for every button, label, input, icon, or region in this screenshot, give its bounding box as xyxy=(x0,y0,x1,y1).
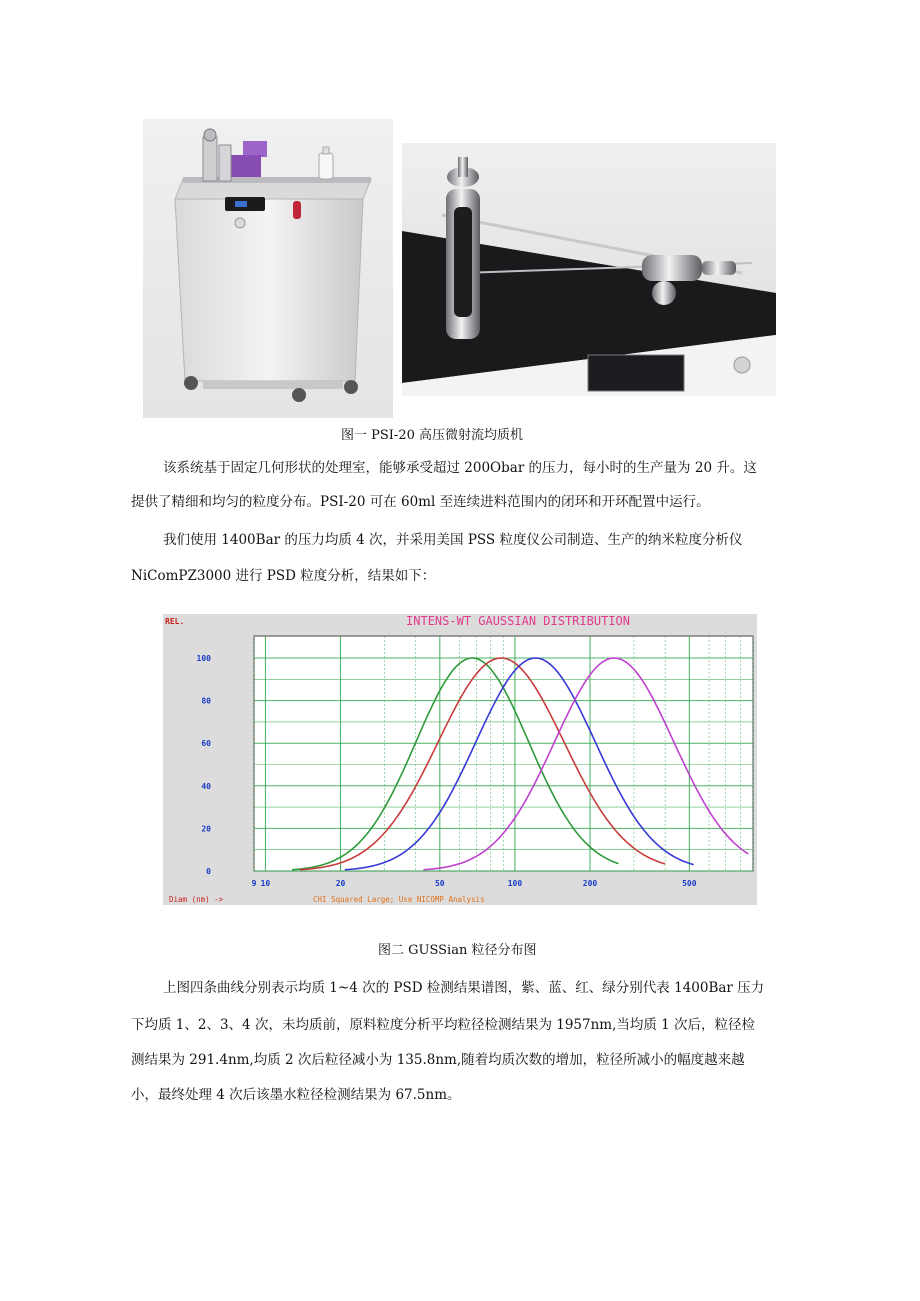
paragraph3-line4: 小，最终处理 4 次后该墨水粒径检测结果为 67.5nm。 xyxy=(131,1087,461,1103)
y-tick-label: 60 xyxy=(201,739,211,749)
x-tick-label: 200 xyxy=(582,879,598,888)
gaussian-distribution-chart xyxy=(163,614,757,905)
x-tick-label: 500 xyxy=(682,879,697,888)
machine-photo xyxy=(143,119,393,418)
chart-title: INTENS-WT GAUSSIAN DISTRIBUTION xyxy=(406,614,630,628)
y-tick-label: 80 xyxy=(201,696,211,706)
x-tick-label: 50 xyxy=(434,879,445,888)
y-tick-label: 100 xyxy=(196,654,211,663)
x-tick-label: 9 xyxy=(251,879,257,888)
figure2-caption: 图二 GUSSian 粒径分布图 xyxy=(378,943,537,958)
x-tick-label: 10 xyxy=(260,879,271,888)
paragraph2-line2: NiComPZ3000 进行 PSD 粒度分析，结果如下： xyxy=(131,568,436,584)
paragraph3-line1: 上图四条曲线分别表示均质 1~4 次的 PSD 检测结果谱图，紫、蓝、红、绿分别代表 1400Bar 压力 xyxy=(163,980,765,996)
paragraph1-line1: 该系统基于固定几何形状的处理室，能够承受超过 200Obar 的压力，每小时的生产量为 20 升。这 xyxy=(163,460,757,476)
y-tick-label: 20 xyxy=(201,824,211,834)
paragraph3-line3: 测结果为 291.4nm,均质 2 次后粒径减小为 135.8nm,随着均质次数的增加，粒径所减小的幅度越来越 xyxy=(131,1052,745,1068)
paragraph3-line2: 下均质 1、2、3、4 次，未均质前，原料粒度分析平均粒径检测结果为 1957nm,当均质 1 次后，粒径检 xyxy=(131,1017,756,1033)
paragraph2-line1: 我们使用 1400Bar 的压力均质 4 次，并采用美国 PSS 粒度仪公司制造、生产的纳米粒度分析仪 xyxy=(163,532,743,548)
figure1-caption: 图一 PSI-20 高压微射流均质机 xyxy=(341,428,523,443)
x-axis-label: Diam (nm) -> xyxy=(169,895,224,904)
y-tick-label: 40 xyxy=(201,781,211,791)
x-tick-label: 20 xyxy=(335,879,346,888)
machine-illustration xyxy=(143,119,393,418)
chamber-closeup-photo xyxy=(402,143,776,396)
closeup-illustration xyxy=(402,143,776,396)
chart-footer-note: CHI Squared Large; Use NICOMP Analysis xyxy=(313,895,485,904)
x-tick-label: 100 xyxy=(507,879,523,888)
paragraph1-line2: 提供了精细和均匀的粒度分布。PSI-20 可在 60ml 至连续进料范围内的闭环和开环配置中运行。 xyxy=(131,494,710,510)
y-tick-label: 0 xyxy=(206,867,211,876)
y-axis-label: REL. xyxy=(165,617,185,626)
chart-svg xyxy=(163,614,757,905)
